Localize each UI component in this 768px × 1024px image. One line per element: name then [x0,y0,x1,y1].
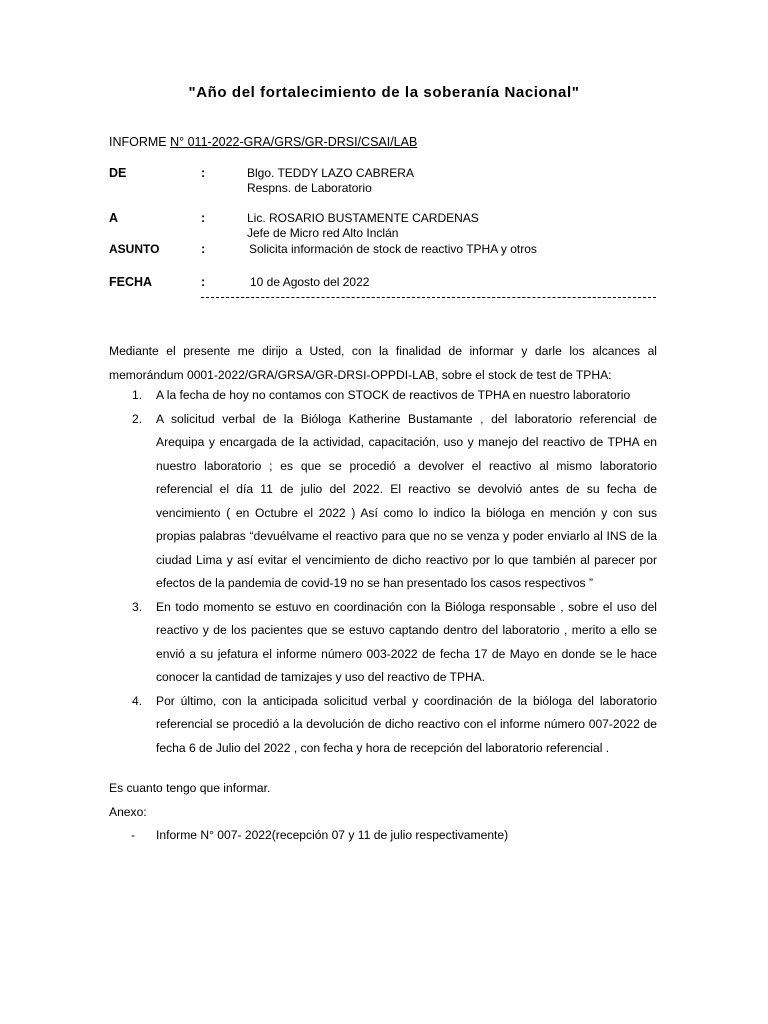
de-colon: : [201,166,206,180]
de-value [247,166,414,196]
asunto-label: ASUNTO [109,242,160,256]
annex-label: Anexo: [109,804,147,819]
annex-bullet: - [131,828,136,842]
asunto-value: Solicita información de stock de reactivo TPHA y otros [249,242,537,256]
header-divider [201,297,656,298]
document-motto: "Año del fortalecimiento de la soberanía Nacional" [188,84,580,101]
de-role: Respns. de Laboratorio [247,181,372,195]
de-name: Blgo. TEDDY LAZO CABRERA [247,166,414,180]
list-item-text: A solicitud verbal de la Bióloga Katherine Bustamante , del laboratorio referencial de Arequipa y encargada de la actividad, capacitación, uso y manejo del reactivo de TPHA en nuestro laboratorio ; es que se procedió a devolver el reactivo al mismo laboratorio referencial el día 11 de julio del 2022. El reactivo se devolvió antes de su fecha de vencimiento ( en Octubre el 2022 ) Así como lo indico la bióloga en mención y con sus propias palabras “devuélvame el reactivo para que no se venza y poder enviarlo al INS de la ciudad Lima y así evitar el vencimiento de dicho reactivo por lo que también al parecer por efectos de la pandemia de covid-19 no se han presentado los casos respectivos ” [156,411,657,590]
a-label: A [109,211,119,225]
fecha-value: 10 de Agosto del 2022 [250,275,370,289]
asunto-colon: : [201,242,206,256]
list-item [109,596,657,690]
list-item [109,690,657,761]
informe-number: N° 011-2022-GRA/GRS/GR-DRSI/CSAI/LAB [170,135,418,149]
informe-number-line [109,135,417,149]
fecha-colon: : [201,275,206,289]
list-item-number: 4. [132,693,143,708]
informe-prefix: INFORME [109,135,171,149]
a-colon: : [201,211,206,225]
intro-paragraph: Mediante el presente me dirijo a Usted, con la finalidad de informar y darle los alcances al memorándum 0001-2022/GRA/GRSA/GR-DRSI-OPPDI-LAB, sobre el stock de test de TPHA: [109,344,657,382]
list-item-number: 3. [132,599,143,614]
list-item-number: 2. [132,411,143,426]
findings-list [109,384,657,760]
list-item-text: Por último, con la anticipada solicitud verbal y coordinación de la bióloga del laboratorio referencial se procedió a la devolución de dicho reactivo con el informe número 007-2022 de fecha 6 de Julio del 2022 , con fecha y hora de recepción del laboratorio referencial . [156,693,657,755]
closing-block [109,777,270,824]
de-label: DE [109,166,127,180]
list-item-text: A la fecha de hoy no contamos con STOCK de reactivos de TPHA en nuestro laboratorio [156,388,631,402]
list-item-text: En todo momento se estuvo en coordinación con la Bióloga responsable , sobre el uso del reactivo y de los pacientes que se estuvo captando dentro del laboratorio , merito a ello se envió a su jefatura el informe número 003-2022 de fecha 17 de Mayo en donde se le hace conocer la cantidad de tamizajes y uso del reactivo de TPHA. [156,599,657,684]
a-value [247,211,479,241]
annex-item-text: Informe N° 007- 2022(recepción 07 y 11 de julio respectivamente) [156,828,509,842]
list-item-number: 1. [132,388,143,402]
annex-item [131,824,508,848]
fecha-label: FECHA [109,275,153,289]
list-item [109,384,657,408]
closing-line: Es cuanto tengo que informar. [109,781,271,795]
a-role: Jefe de Micro red Alto Inclán [247,226,399,240]
list-item [109,408,657,596]
a-name: Lic. ROSARIO BUSTAMENTE CARDENAS [247,211,479,225]
